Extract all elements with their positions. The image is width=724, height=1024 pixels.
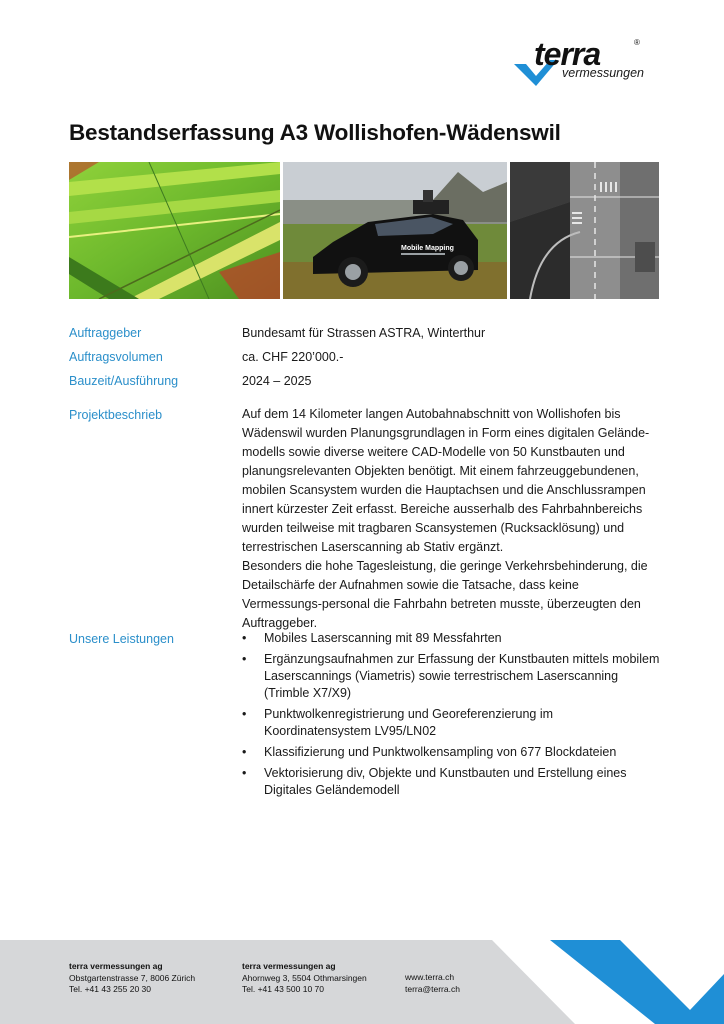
bullet-icon: • — [242, 631, 247, 645]
footer-office-zurich: terra vermessungen ag Obstgartenstrasse 7, 8006 Zürich Tel. +41 43 255 20 30 — [69, 961, 196, 994]
orthophoto-image — [510, 162, 659, 299]
point-cloud-image — [69, 162, 280, 299]
bullet-icon: • — [242, 766, 247, 780]
email-link[interactable]: terra@terra.ch — [405, 983, 460, 994]
logo-registered-mark: ® — [634, 38, 640, 47]
client-value: Bundesamt für Strassen ASTRA, Winterthur — [242, 326, 486, 340]
mobile-mapping-car-image — [283, 162, 507, 299]
footer-check-icon — [550, 940, 724, 1024]
logo-subtitle: vermessungen — [562, 66, 644, 80]
terra-logo — [514, 38, 664, 90]
project-description — [242, 405, 662, 633]
volume-label: Auftragsvolumen — [69, 350, 163, 364]
car-decal-text: Mobile Mapping — [401, 245, 454, 252]
page-title: Bestandserfassung A3 Wollishofen-Wädenswil — [69, 120, 561, 145]
footer-office-othmarsingen: terra vermessungen ag Ahornweg 3, 5504 Othmarsingen Tel. +41 43 500 10 70 — [242, 961, 367, 994]
period-value: 2024 – 2025 — [242, 374, 312, 388]
bullet-icon: • — [242, 745, 247, 759]
period-label: Bauzeit/Ausführung — [69, 374, 179, 388]
volume-value: ca. CHF 220’000.- — [242, 350, 344, 364]
list-item: • Mobiles Laserscanning mit 89 Messfahrten — [242, 631, 502, 645]
description-label: Projektbeschrieb — [69, 408, 163, 422]
services-list — [242, 630, 662, 803]
bullet-icon: • — [242, 707, 247, 721]
footer-contact — [405, 972, 460, 995]
list-item: • Klassifizierung und Punktwolkensampling von 677 Blockdateien — [242, 745, 617, 759]
logo-wordmark: terra — [534, 36, 601, 72]
list-item: • Ergänzungsaufnahmen zur Erfassung der Kunstbauten mittels mobilem Laserscannings (Viametris) sowie terrestrischem Laserscanning (Trimble X7/X9) — [242, 652, 660, 700]
client-label: Auftraggeber — [69, 326, 142, 340]
list-item: • Punktwolkenregistrierung und Georeferenzierung im Koordinatensystem LV95/LN02 — [242, 707, 554, 738]
website-link[interactable]: www.terra.ch — [405, 972, 455, 982]
list-item: • Vektorisierung div, Objekte und Kunstbauten und Erstellung eines Digitales Geländemodell — [242, 766, 627, 797]
description-paragraph-2: Besonders die hohe Tagesleistung, die geringe Verkehrsbehinderung, die Detailschärfe der Aufnahmen sowie die Tatsache, dass keine Vermessungs-personal die Fahrbahn betreten musste, überzeugten den Auftraggeber. — [242, 559, 648, 630]
bullet-icon: • — [242, 652, 247, 666]
description-paragraph-1: Auf dem 14 Kilometer langen Autobahnabschnitt von Wollishofen bis Wädenswil wurden Planungsgrundlagen in Form eines digitalen Gelände-modells sowie diverse weitere CAD-Modelle von 50 Kunstbauten und planungsrelevanten Objekten benötigt. Mit einem fahrzeuggebundenen, mobilen Scansystem wurden die Hauptachsen und die Anschlussrampen innert kürzester Zeit erfasst. Bereiche ausserhalb des Fahrbahnbereichs wurden teilweise mit tragbaren Scansystemen (Rucksacklösung) und terrestrischen Laserscanning ab Stativ ergänzt. — [242, 407, 650, 554]
services-label: Unsere Leistungen — [69, 632, 174, 646]
